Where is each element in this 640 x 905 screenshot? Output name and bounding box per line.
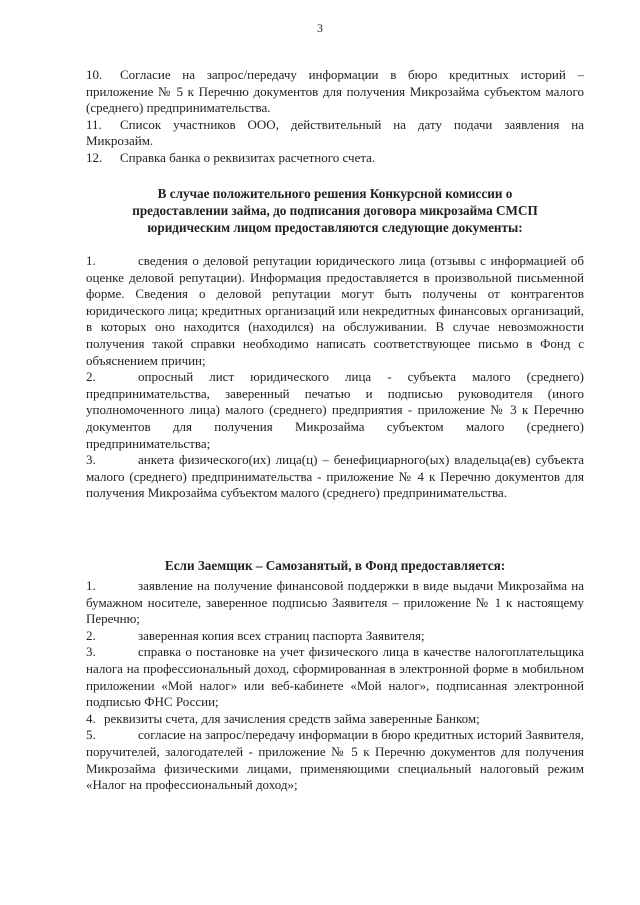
page-number: 3 (317, 21, 323, 35)
item-number: 1. (86, 253, 96, 268)
list-top (86, 67, 584, 167)
list-item (86, 711, 584, 728)
item-text: опросный лист юридического лица - субъекта малого (среднего) предпринимательства, заверенный печатью и подписью руководителя (иного уполномоченного лица) малого (среднего) предприятия - приложение № 3 к Перечню документов для получения Микрозайма субъектом малого (среднего) предпринимательства; (86, 369, 584, 451)
list-item (86, 150, 584, 167)
item-text: заверенная копия всех страниц паспорта Заявителя; (138, 627, 425, 643)
heading-legal-block (110, 185, 560, 236)
section-heading-self-employed: Если Заемщик – Самозанятый, в Фонд предоставляется: (164, 558, 506, 573)
item-text: анкета физического(их) лица(ц) – бенефициарного(ых) владельца(ев) субъекта малого (среднего) предпринимательства - приложение № 4 к Перечню документов для получения Микрозайма субъектом малого (среднего) предпринимательства. (86, 452, 584, 501)
list-item (86, 67, 584, 117)
item-text: заявление на получение финансовой поддержки в виде выдачи Микрозайма на бумажном носителе, заверенное подписью Заявителя – приложение № 1 к настоящему Перечню; (86, 578, 584, 627)
list-item (86, 452, 584, 502)
list-item (86, 578, 584, 628)
section-heading-legal: В случае положительного решения Конкурсной комиссии о предоставлении займа, до подписания договора микрозайма СМСП юридическим лицом предоставляются следующие документы: (132, 186, 538, 235)
list-item (86, 628, 584, 645)
item-number: 4. (86, 710, 96, 726)
item-text: Справка банка о реквизитах расчетного счета. (120, 149, 376, 165)
heading-self-block (110, 557, 560, 574)
list-item (86, 727, 584, 793)
item-number: 2. (86, 627, 96, 643)
item-number: 5. (86, 727, 96, 743)
item-text: согласие на запрос/передачу информации в бюро кредитных историй Заявителя, поручителей, залогодателей - приложение № 5 к Перечню документов для получения Микрозайма физическими лицами, применяющими специальный налоговый режим «Налог на профессиональный доход»; (86, 727, 584, 793)
item-text: реквизиты счета, для зачисления средств займа заверенные Банком; (104, 710, 480, 726)
item-number: 12. (86, 149, 103, 165)
item-text: Список участников ООО, действительный на дату подачи заявления на Микрозайм. (86, 116, 584, 149)
item-number: 1. (86, 578, 96, 593)
item-number: 3. (86, 644, 96, 660)
item-text: сведения о деловой репутации юридического лица (отзывы с информацией об оценке деловой репутации). Информация предоставляется в произвольной письменной форме. Сведения о деловой репутации могут быть получены от контрагентов юридического лица; кредитных организаций или некредитных финансовых организаций, в которых оно находится (находился) на обслуживании. В случае невозможности получения такой справки необходимо написать соответствующее письмо в Фонд с объяснением причин; (86, 253, 584, 368)
item-number: 10. (86, 67, 103, 82)
list-item (86, 253, 584, 369)
item-text: справка о постановке на учет физического лица в качестве налогоплательщика налога на профессиональный доход, сформированная в электронной форме в мобильном приложении «Мой налог» или веб-кабинете «Мой налог», подписанная электронной подписью ФНС России; (86, 644, 584, 710)
item-number: 3. (86, 452, 96, 468)
item-text: Согласие на запрос/передачу информации в бюро кредитных историй – приложение № 5 к Перечню документов для получения Микрозайма субъектом малого (среднего) предпринимательства. (86, 67, 584, 116)
item-number: 2. (86, 369, 96, 385)
list-item (86, 644, 584, 710)
list-item (86, 369, 584, 452)
list-self-employed (86, 578, 584, 794)
item-number: 11. (86, 116, 102, 132)
list-legal (86, 253, 584, 502)
list-item (86, 117, 584, 150)
